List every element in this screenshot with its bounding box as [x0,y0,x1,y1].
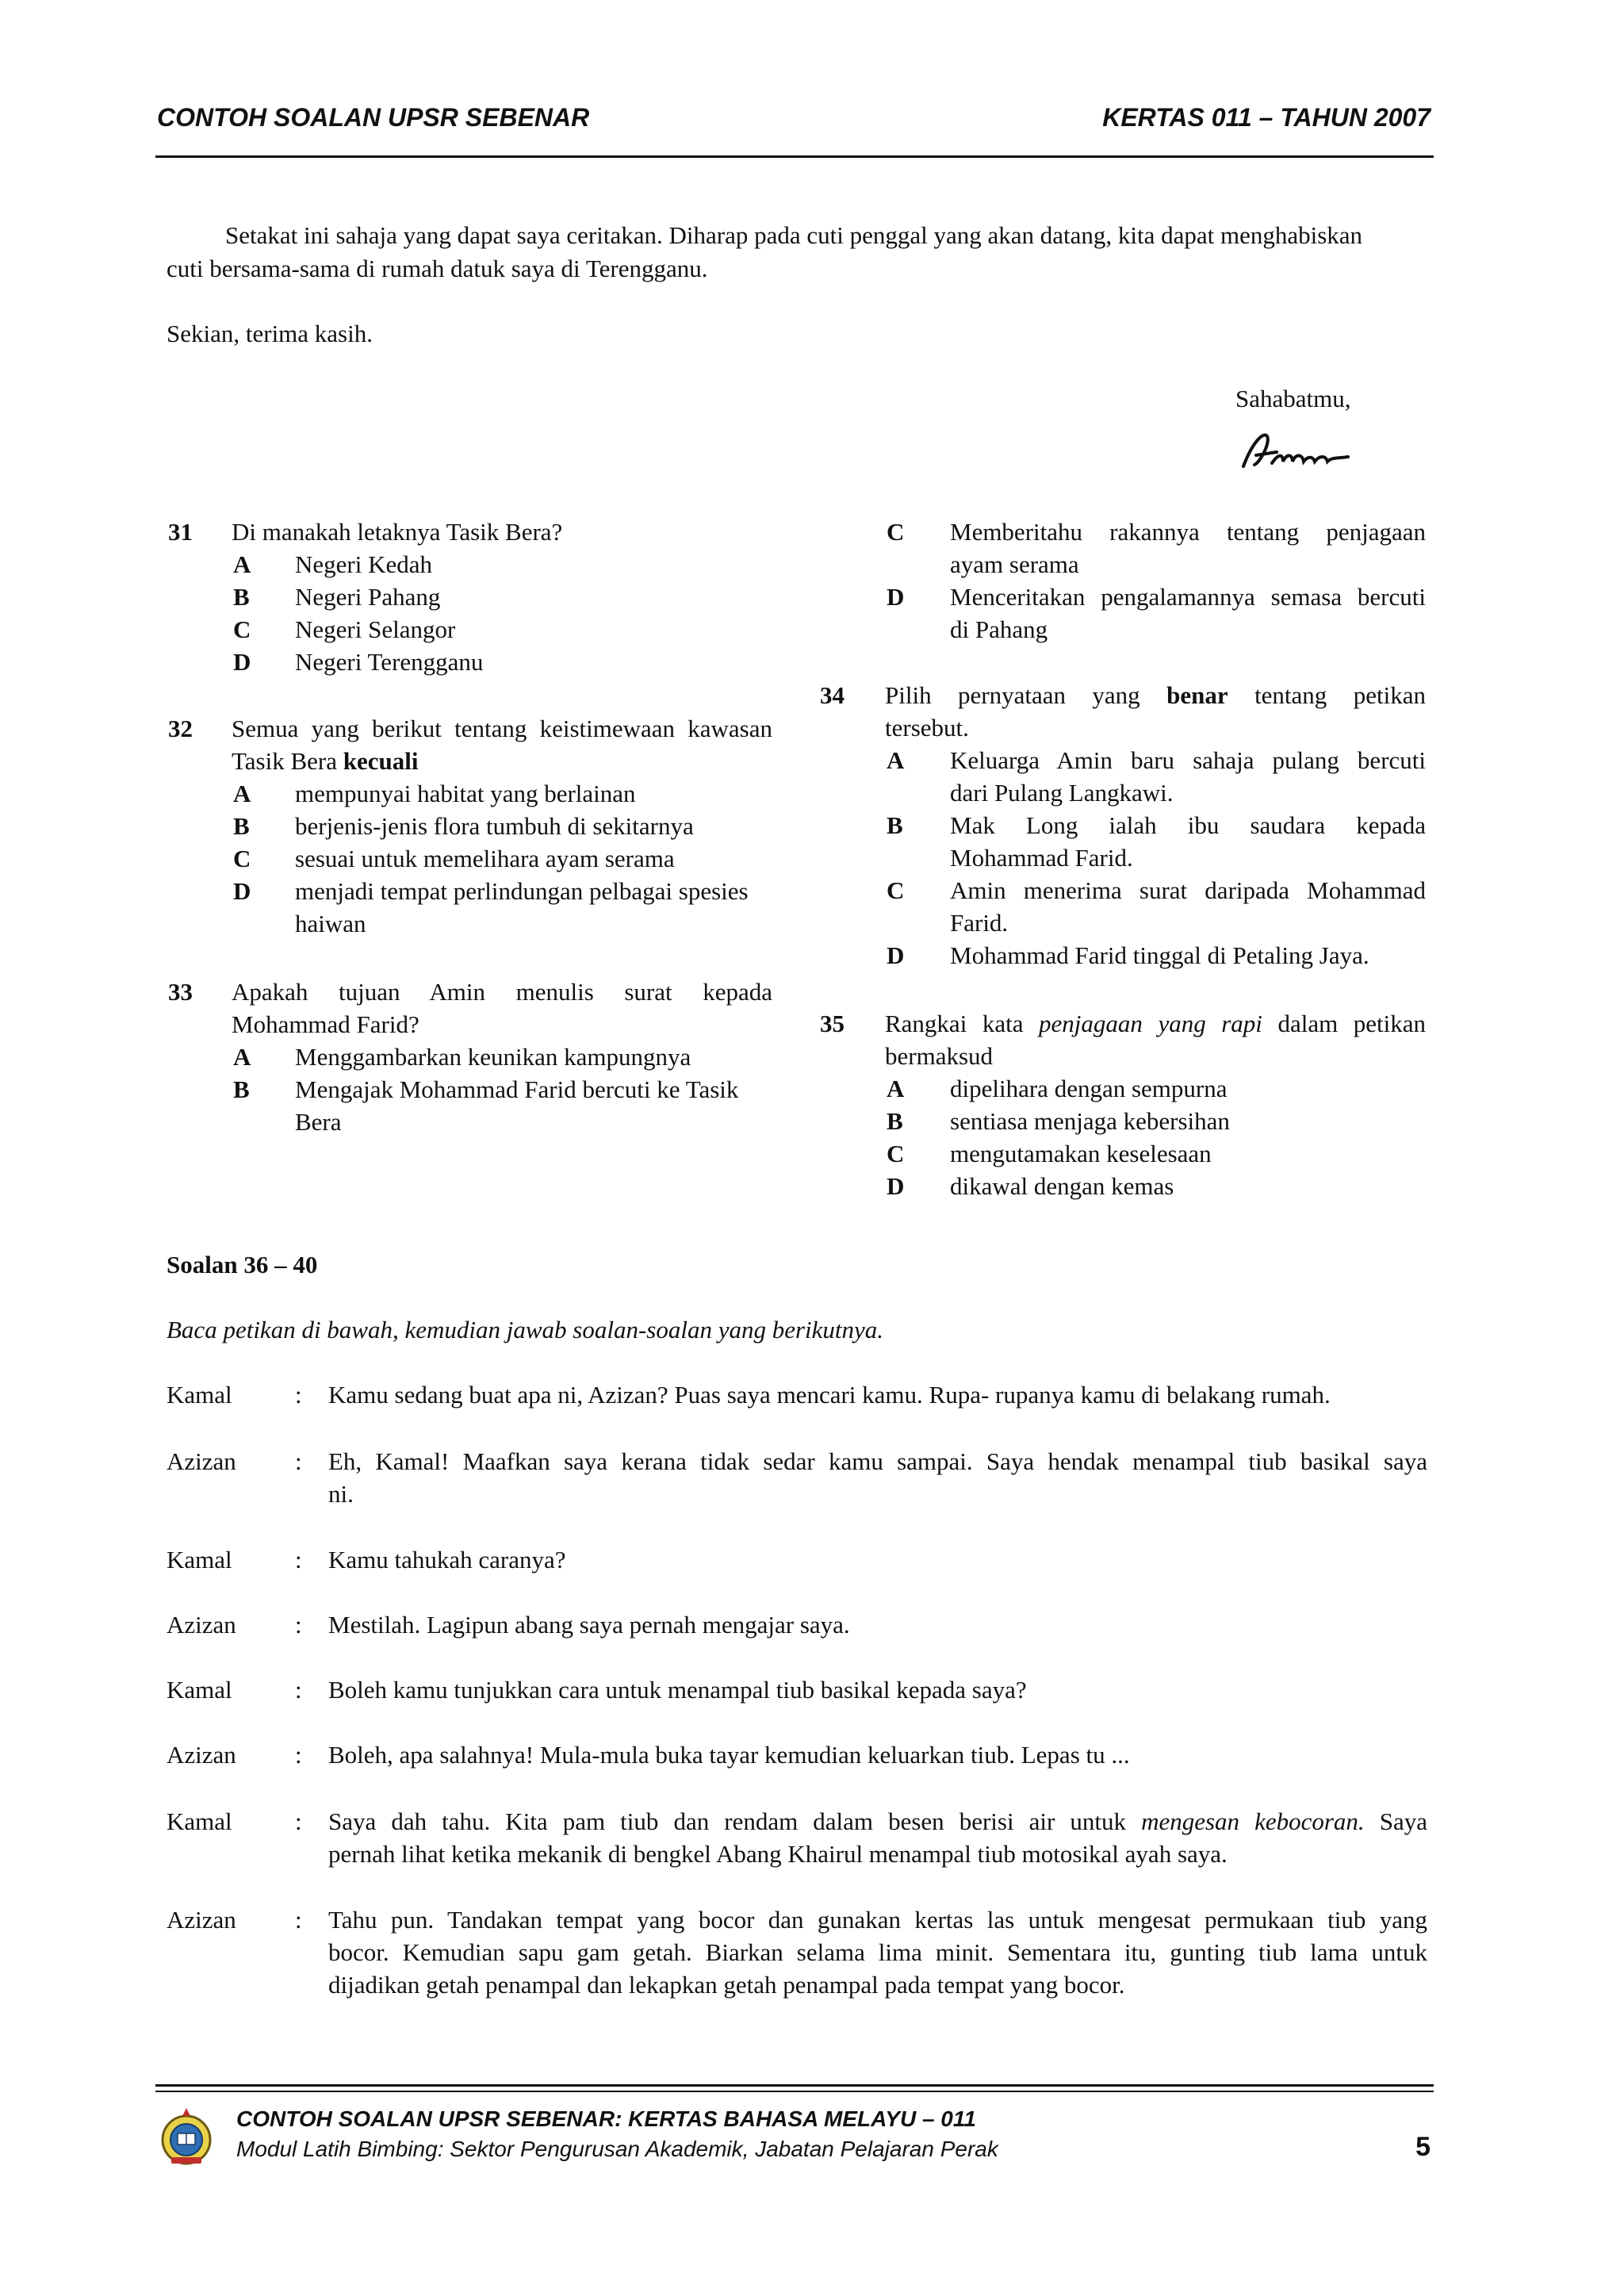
option-33-C-line1: Memberitahu rakannya tentang penjagaan [950,518,1426,546]
dialogue-speaker: Kamal [167,1807,232,1835]
crest-logo-icon [160,2105,213,2167]
dialogue-speaker: Kamal [167,1546,232,1573]
letter-para1-line1: Setakat ini sahaja yang dapat saya ceritakan. Diharap pada cuti penggal yang akan datang, kita dapat menghabiskan [225,221,1363,249]
question-34-stem-line1: Pilih pernyataan yang benar tentang petikan [885,681,1426,709]
dialogue-line: ni. [328,1480,354,1508]
question-33-stem-line1: Apakah tujuan Amin menulis surat kepada [232,978,772,1006]
dialogue-line: Kamu tahukah caranya? [328,1546,566,1573]
letter-signoff: Sahabatmu, [1235,385,1351,412]
option-33-D-line2: di Pahang [950,615,1048,643]
option-32-B: berjenis-jenis flora tumbuh di sekitarnya [295,812,694,840]
dialogue-speaker: Kamal [167,1676,232,1704]
signature-image [1237,425,1356,476]
dialogue-line: Boleh, apa salahnya! Mula-mula buka tayar kemudian keluarkan tiub. Lepas tu ... [328,1741,1130,1769]
option-33-D-line1: Menceritakan pengalamannya semasa bercuti [950,583,1426,611]
section-instruction: Baca petikan di bawah, kemudian jawab soalan-soalan yang berikutnya. [167,1316,884,1343]
header-rule [155,155,1434,158]
option-31-B: Negeri Pahang [295,583,441,611]
question-34-stem-line2: tersebut. [885,714,969,742]
section-title: Soalan 36 – 40 [167,1251,318,1278]
option-32-D-line1: menjadi tempat perlindungan pelbagai spesies [295,877,749,905]
dialogue-line: Tahu pun. Tandakan tempat yang bocor dan gunakan kertas las untuk mengesat permukaan tiub yang [328,1906,1427,1934]
option-33-C-line2: ayam serama [950,550,1079,578]
option-35-A: dipelihara dengan sempurna [950,1075,1228,1102]
dialogue-line: bocor. Kemudian sapu gam getah. Biarkan selama lima minit. Sementara itu, gunting tiub lama untuk [328,1938,1427,1966]
letter-para1-line2: cuti bersama-sama di rumah datuk saya di Terengganu. [167,255,708,282]
letter-closing: Sekian, terima kasih. [167,320,373,347]
dialogue-line: Mestilah. Lagipun abang saya pernah mengajar saya. [328,1611,850,1639]
dialogue-line: pernah lihat ketika mekanik di bengkel Abang Khairul menampal tiub motosikal ayah saya. [328,1840,1228,1868]
footer-rule [155,2091,1434,2092]
option-34-B-line2: Mohammad Farid. [950,844,1133,872]
footer-rule [155,2084,1434,2087]
question-31-stem: Di manakah letaknya Tasik Bera? [232,518,563,546]
option-33-B-line2: Bera [295,1108,342,1136]
option-32-C: sesuai untuk memelihara ayam serama [295,845,675,872]
dialogue-line: Boleh kamu tunjukkan cara untuk menampal tiub basikal kepada saya? [328,1676,1027,1704]
option-35-C: mengutamakan keselesaan [950,1140,1212,1167]
page-number: 5 [1415,2132,1431,2162]
option-33-B-line1: Mengajak Mohammad Farid bercuti ke Tasik [295,1075,739,1103]
option-31-A: Negeri Kedah [295,550,432,578]
option-31-D: Negeri Terengganu [295,648,484,676]
footer-title: CONTOH SOALAN UPSR SEBENAR: KERTAS BAHASA MELAYU – 011 [236,2106,976,2131]
option-34-A-line2: dari Pulang Langkawi. [950,779,1174,807]
footer-subtitle: Modul Latih Bimbing: Sektor Pengurusan Akademik, Jabatan Pelajaran Perak [236,2137,998,2161]
question-32-stem-line2: Tasik Bera kecuali [232,747,419,775]
option-34-A-line1: Keluarga Amin baru sahaja pulang bercuti [950,746,1426,774]
dialogue-speaker: Azizan [167,1611,236,1639]
dialogue-speaker: Kamal [167,1381,232,1409]
dialogue-speaker: Azizan [167,1906,236,1934]
dialogue-line: dijadikan getah penampal dan lekapkan getah penampal pada tempat yang bocor. [328,1971,1125,1999]
dialogue-line: Kamu sedang buat apa ni, Azizan? Puas saya mencari kamu. Rupa- rupanya kamu di belakang rumah. [328,1381,1331,1409]
option-34-B-line1: Mak Long ialah ibu saudara kepada [950,811,1426,839]
option-32-D-line2: haiwan [295,910,366,937]
dialogue-line: Eh, Kamal! Maafkan saya kerana tidak sedar kamu sampai. Saya hendak menampal tiub basikal saya [328,1447,1427,1475]
header-left: CONTOH SOALAN UPSR SEBENAR [157,103,590,132]
question-33-stem-line2: Mohammad Farid? [232,1010,419,1038]
question-35-stem-line2: bermaksud [885,1042,994,1070]
dialogue-line: Saya dah tahu. Kita pam tiub dan rendam dalam besen berisi air untuk mengesan kebocoran. Saya [328,1807,1428,1835]
header-right: KERTAS 011 – TAHUN 2007 [1102,103,1431,132]
question-35-stem-line1: Rangkai kata penjagaan yang rapi dalam petikan [885,1010,1426,1037]
option-32-A: mempunyai habitat yang berlainan [295,780,636,807]
option-35-D: dikawal dengan kemas [950,1172,1174,1200]
option-31-C: Negeri Selangor [295,615,456,643]
option-34-C-line1: Amin menerima surat daripada Mohammad [950,876,1426,904]
option-35-B: sentiasa menjaga kebersihan [950,1107,1230,1135]
option-34-C-line2: Farid. [950,909,1009,937]
question-32-stem-line1: Semua yang berikut tentang keistimewaan kawasan [232,715,772,742]
dialogue-speaker: Azizan [167,1447,236,1475]
option-33-A: Menggambarkan keunikan kampungnya [295,1043,691,1071]
dialogue-speaker: Azizan [167,1741,236,1769]
option-34-D: Mohammad Farid tinggal di Petaling Jaya. [950,941,1369,969]
